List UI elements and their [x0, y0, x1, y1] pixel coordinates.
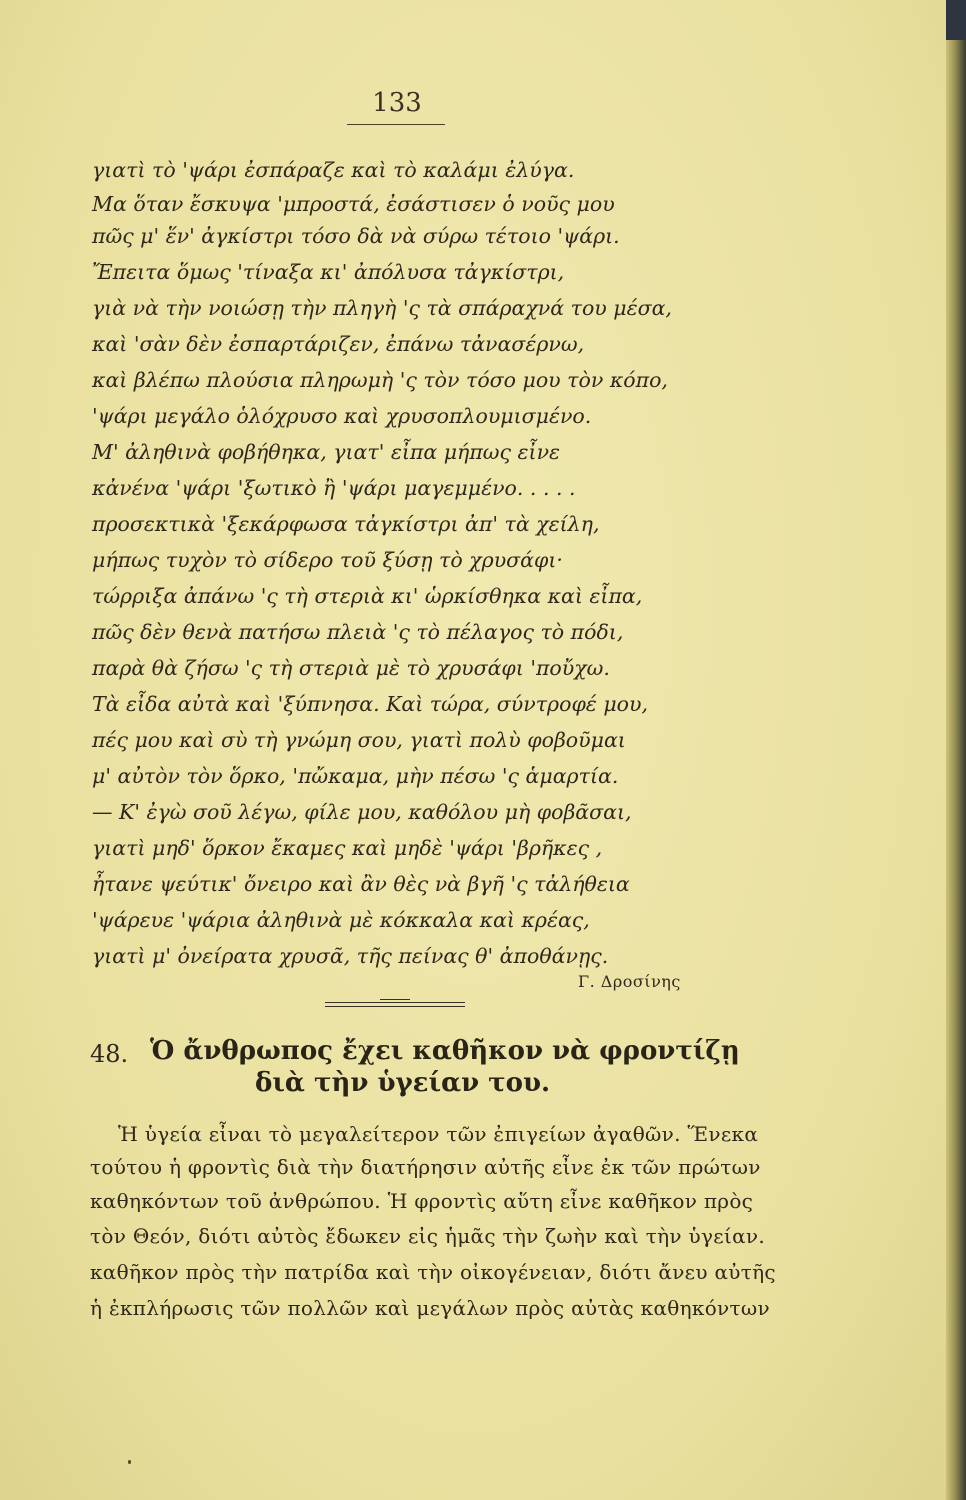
- poem-line: ἦτανε ψεύτικ' ὄνειρο καὶ ἂν θὲς νὰ βγῆ 'ς τἀλήθεια: [92, 872, 630, 896]
- poem-line: 'ψάρι μεγάλο ὁλόχρυσο καὶ χρυσοπλουμισμένο.: [92, 404, 592, 428]
- poem-line: γιατὶ μ' ὀνείρατα χρυσᾶ, τῆς πείνας θ' ἀποθάνῃς.: [92, 944, 609, 968]
- section-divider-mark: [380, 999, 410, 1000]
- page-edge: [946, 0, 966, 1500]
- page-number: 133: [372, 88, 422, 118]
- poem-line: καὶ βλέπω πλούσια πληρωμὴ 'ς τὸν τόσο μου τὸν κόπο,: [92, 368, 668, 392]
- poem-line: Μ' ἀληθινὰ φοβήθηκα, γιατ' εἶπα μήπως εἶνε: [92, 440, 561, 464]
- poem-line: πῶς δὲν θενὰ πατήσω πλειὰ 'ς τὸ πέλαγος τὸ πόδι,: [92, 620, 624, 644]
- poem-line: πές μου καὶ σὺ τὴ γνώμη σου, γιατὶ πολὺ φοβοῦμαι: [92, 728, 626, 752]
- poem-line: καὶ 'σὰν δὲν ἐσπαρτάριζεν, ἐπάνω τἀνασέρνω,: [92, 332, 585, 356]
- poem-line: Μα ὅταν ἔσκυψα 'μπροστά, ἐσάστισεν ὁ νοῦς μου: [92, 192, 615, 216]
- poem-line: — Κ' ἐγὼ σοῦ λέγω, φίλε μου, καθόλου μὴ φοβᾶσαι,: [92, 800, 632, 824]
- poem-line: πῶς μ' ἕν' ἀγκίστρι τόσο δὰ νὰ σύρω τέτοιο 'ψάρι.: [92, 224, 620, 248]
- prose-line: Ἡ ὑγεία εἶναι τὸ μεγαλείτερον τῶν ἐπιγείων ἀγαθῶν. Ἕνεκα: [118, 1122, 759, 1146]
- scan-corner: [946, 0, 966, 40]
- prose-line: ἡ ἐκπλήρωσις τῶν πολλῶν καὶ μεγάλων πρὸς αὐτὰς καθηκόντων: [90, 1296, 770, 1320]
- poem-line: προσεκτικὰ 'ξεκάρφωσα τἀγκίστρι ἀπ' τὰ χείλη,: [92, 512, 600, 536]
- poem-line: μήπως τυχὸν τὸ σίδερο τοῦ ξύσῃ τὸ χρυσάφι·: [92, 548, 563, 572]
- poem-line: 'ψάρευε 'ψάρια ἀληθινὰ μὲ κόκκαλα καὶ κρέας,: [92, 908, 590, 932]
- poem-author: Γ. Δροσίνης: [578, 972, 681, 991]
- poem-line: τώρριξα ἀπάνω 'ς τὴ στεριὰ κι' ὡρκίσθηκα καὶ εἶπα,: [92, 584, 643, 608]
- section-title-line1: Ὁ ἄνθρωπος ἔχει καθῆκον νὰ φροντίζῃ: [150, 1036, 740, 1066]
- ink-speck: [128, 1460, 131, 1464]
- page-number-rule: [347, 124, 445, 125]
- prose-line: καθῆκον πρὸς τὴν πατρίδα καὶ τὴν οἰκογένειαν, διότι ἄνευ αὐτῆς: [90, 1260, 776, 1284]
- section-number: 48.: [90, 1040, 129, 1068]
- prose-line: καθηκόντων τοῦ ἀνθρώπου. Ἡ φροντὶς αὕτη εἶνε καθῆκον πρὸς: [90, 1189, 754, 1213]
- section-divider: [325, 1002, 465, 1007]
- poem-line: Τὰ εἶδα αὐτὰ καὶ 'ξύπνησα. Καὶ τώρα, σύντροφέ μου,: [92, 692, 648, 716]
- prose-line: τούτου ἡ φροντὶς διὰ τὴν διατήρησιν αὐτῆς εἶνε ἐκ τῶν πρώτων: [90, 1155, 761, 1179]
- poem-line: μ' αὐτὸν τὸν ὅρκο, 'πὤκαμα, μὴν πέσω 'ς ἁμαρτία.: [92, 764, 619, 788]
- poem-line: Ἔπειτα ὅμως 'τίναξα κι' ἀπόλυσα τἀγκίστρι,: [92, 260, 565, 284]
- section-title-line2: διὰ τὴν ὑγείαν του.: [255, 1068, 551, 1098]
- prose-line: τὸν Θεόν, διότι αὐτὸς ἔδωκεν εἰς ἡμᾶς τὴν ζωὴν καὶ τὴν ὑγείαν.: [90, 1224, 765, 1248]
- poem-line: γιατὶ τὸ 'ψάρι ἐσπάραζε καὶ τὸ καλάμι ἐλύγα.: [92, 158, 575, 182]
- poem-line: γιατὶ μηδ' ὅρκον ἔκαμες καὶ μηδὲ 'ψάρι 'βρῆκες ,: [92, 836, 603, 860]
- poem-line: κἀνένα 'ψάρι 'ξωτικὸ ἢ 'ψάρι μαγεμμένο. . . . .: [92, 476, 576, 500]
- poem-line: παρὰ θὰ ζήσω 'ς τὴ στεριὰ μὲ τὸ χρυσάφι 'ποὔχω.: [92, 656, 610, 680]
- poem-line: γιὰ νὰ τὴν νοιώσῃ τὴν πληγὴ 'ς τὰ σπάραχνά του μέσα,: [92, 296, 672, 320]
